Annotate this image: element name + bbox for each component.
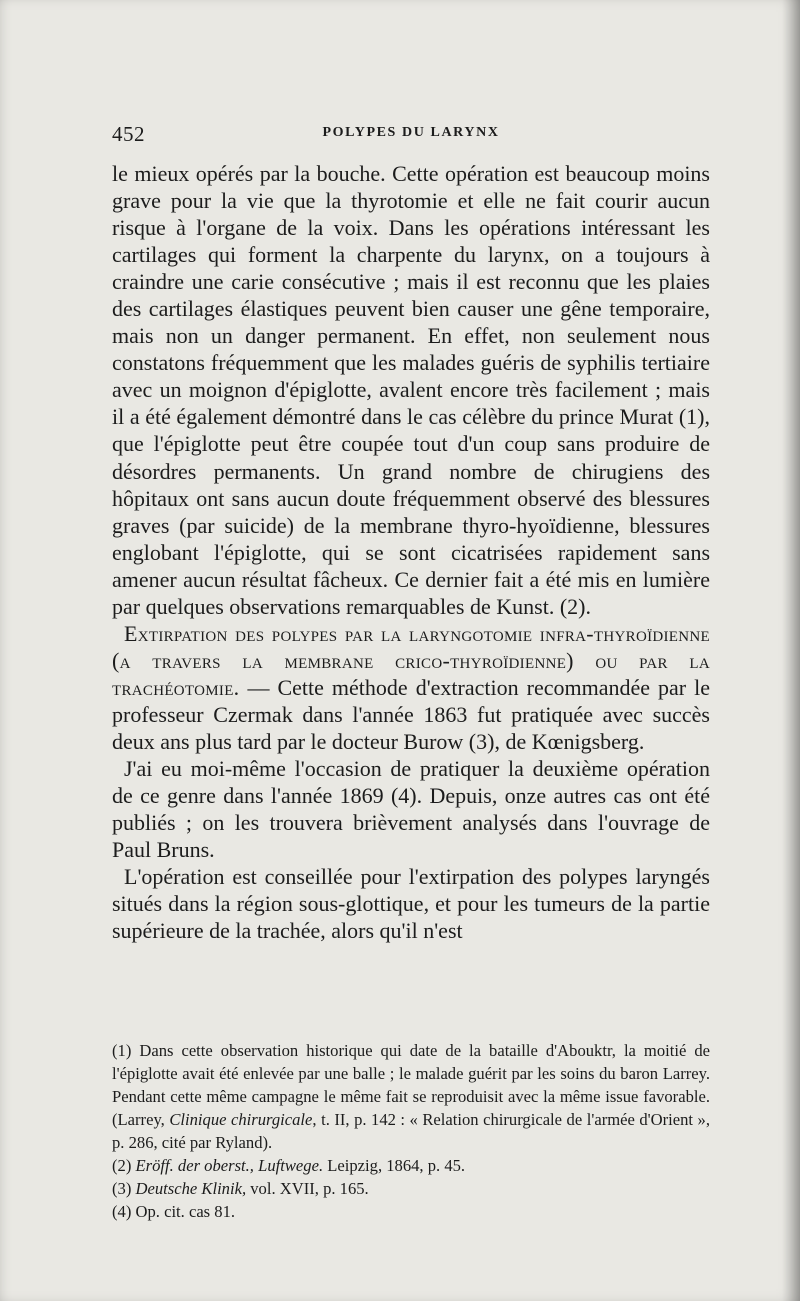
section-heading: Extirpation des polypes par la laryngotomie infra-thyroïdienne (a travers la membrane crico-thyroïdienne) ou par la trachéotomie. [112, 620, 710, 700]
running-title: POLYPES DU LARYNX [322, 125, 500, 140]
body-text [112, 160, 710, 944]
paragraph-2 [112, 620, 710, 755]
footnote-3-italic: Deutsche Klinik, [135, 1179, 247, 1198]
paragraph-1: le mieux opérés par la bouche. Cette opération est beaucoup moins grave pour la vie que la thyrotomie et elle ne fait courir aucun risque à l'organe de la voix. Dans les opérations intéressant les cartilages qui forment la charpente du larynx, on a toujours à craindre une carie consécutive ; mais il est reconnu que les plaies des cartilages élastiques peuvent bien causer une gêne temporaire, mais non un danger permanent. En effet, non seulement nous constatons fréquemment que les malades guéris de syphilis tertiaire avec un moignon d'épiglotte, avalent encore très facilement ; mais il a été également démontré dans le cas célèbre du prince Murat (1), que l'épiglotte peut être coupée tout d'un coup sans produire de désordres permanents. Un grand nombre de chirugiens des hôpitaux ont sans aucun doute fréquemment observé des blessures graves (par suicide) de la membrane thyro-hyoïdienne, blessures englobant l'épiglotte, qui se sont cicatrisées rapidement sans amener aucun résultat fâcheux. Ce dernier fait a été mis en lumière par quelques observations remarquables de Kunst. (2). [112, 161, 710, 619]
footnote-2 [112, 1154, 710, 1177]
footnote-2-text: Leipzig, 1864, p. 45. [323, 1156, 466, 1175]
paragraph-2-text: — Cette méthode d'extraction recommandée par le professeur Czermak dans l'année 1863 fut pratiquée avec succès deux ans plus tard par le docteur Burow (3), de Kœnigsberg. [112, 674, 710, 754]
footnote-1-text-end: , t. II, p. 142 : « Relation chirurgicale de l'armée d'Orient », p. 286, cité par Ryland). [112, 1110, 711, 1152]
footnote-1-italic: Clinique chirurgicale [169, 1110, 313, 1129]
page-header [112, 122, 710, 146]
paragraph-4: L'opération est conseillée pour l'extirpation des polypes laryngés situés dans la région sous-glottique, et pour les tumeurs de la partie supérieure de la trachée, alors qu'il n'est [112, 864, 710, 944]
paragraph-3: J'ai eu moi-même l'occasion de pratiquer la deuxième opération de ce genre dans l'année 1869 (4). Depuis, onze autres cas ont été publiés ; on les trouvera brièvement analysés dans l'ouvrage de Paul Bruns. [112, 756, 710, 863]
footnote-3-text: vol. XVII, p. 165. [246, 1179, 369, 1198]
footnote-3-number: (3) [112, 1179, 136, 1198]
footnote-3 [112, 1177, 710, 1200]
page-edge-shadow [782, 0, 800, 1301]
footnote-2-number: (2) [112, 1156, 136, 1175]
footnotes [112, 1039, 710, 1223]
footnote-1-text: (1) Dans cette observation historique qui date de la bataille d'Abouktr, la moitié de l'épiglotte avait été enlevée par une balle ; le malade guérit par les soins du baron Larrey. Pendant cette même campagne le même fait se reproduisit avec la même issue favorable. (Larrey, [112, 1041, 710, 1129]
page-number: 452 [112, 122, 145, 146]
footnote-4: (4) Op. cit. cas 81. [112, 1202, 236, 1221]
footnote-1 [112, 1039, 710, 1154]
footnote-2-italic: Eröff. der oberst., Luftwege. [135, 1156, 324, 1175]
